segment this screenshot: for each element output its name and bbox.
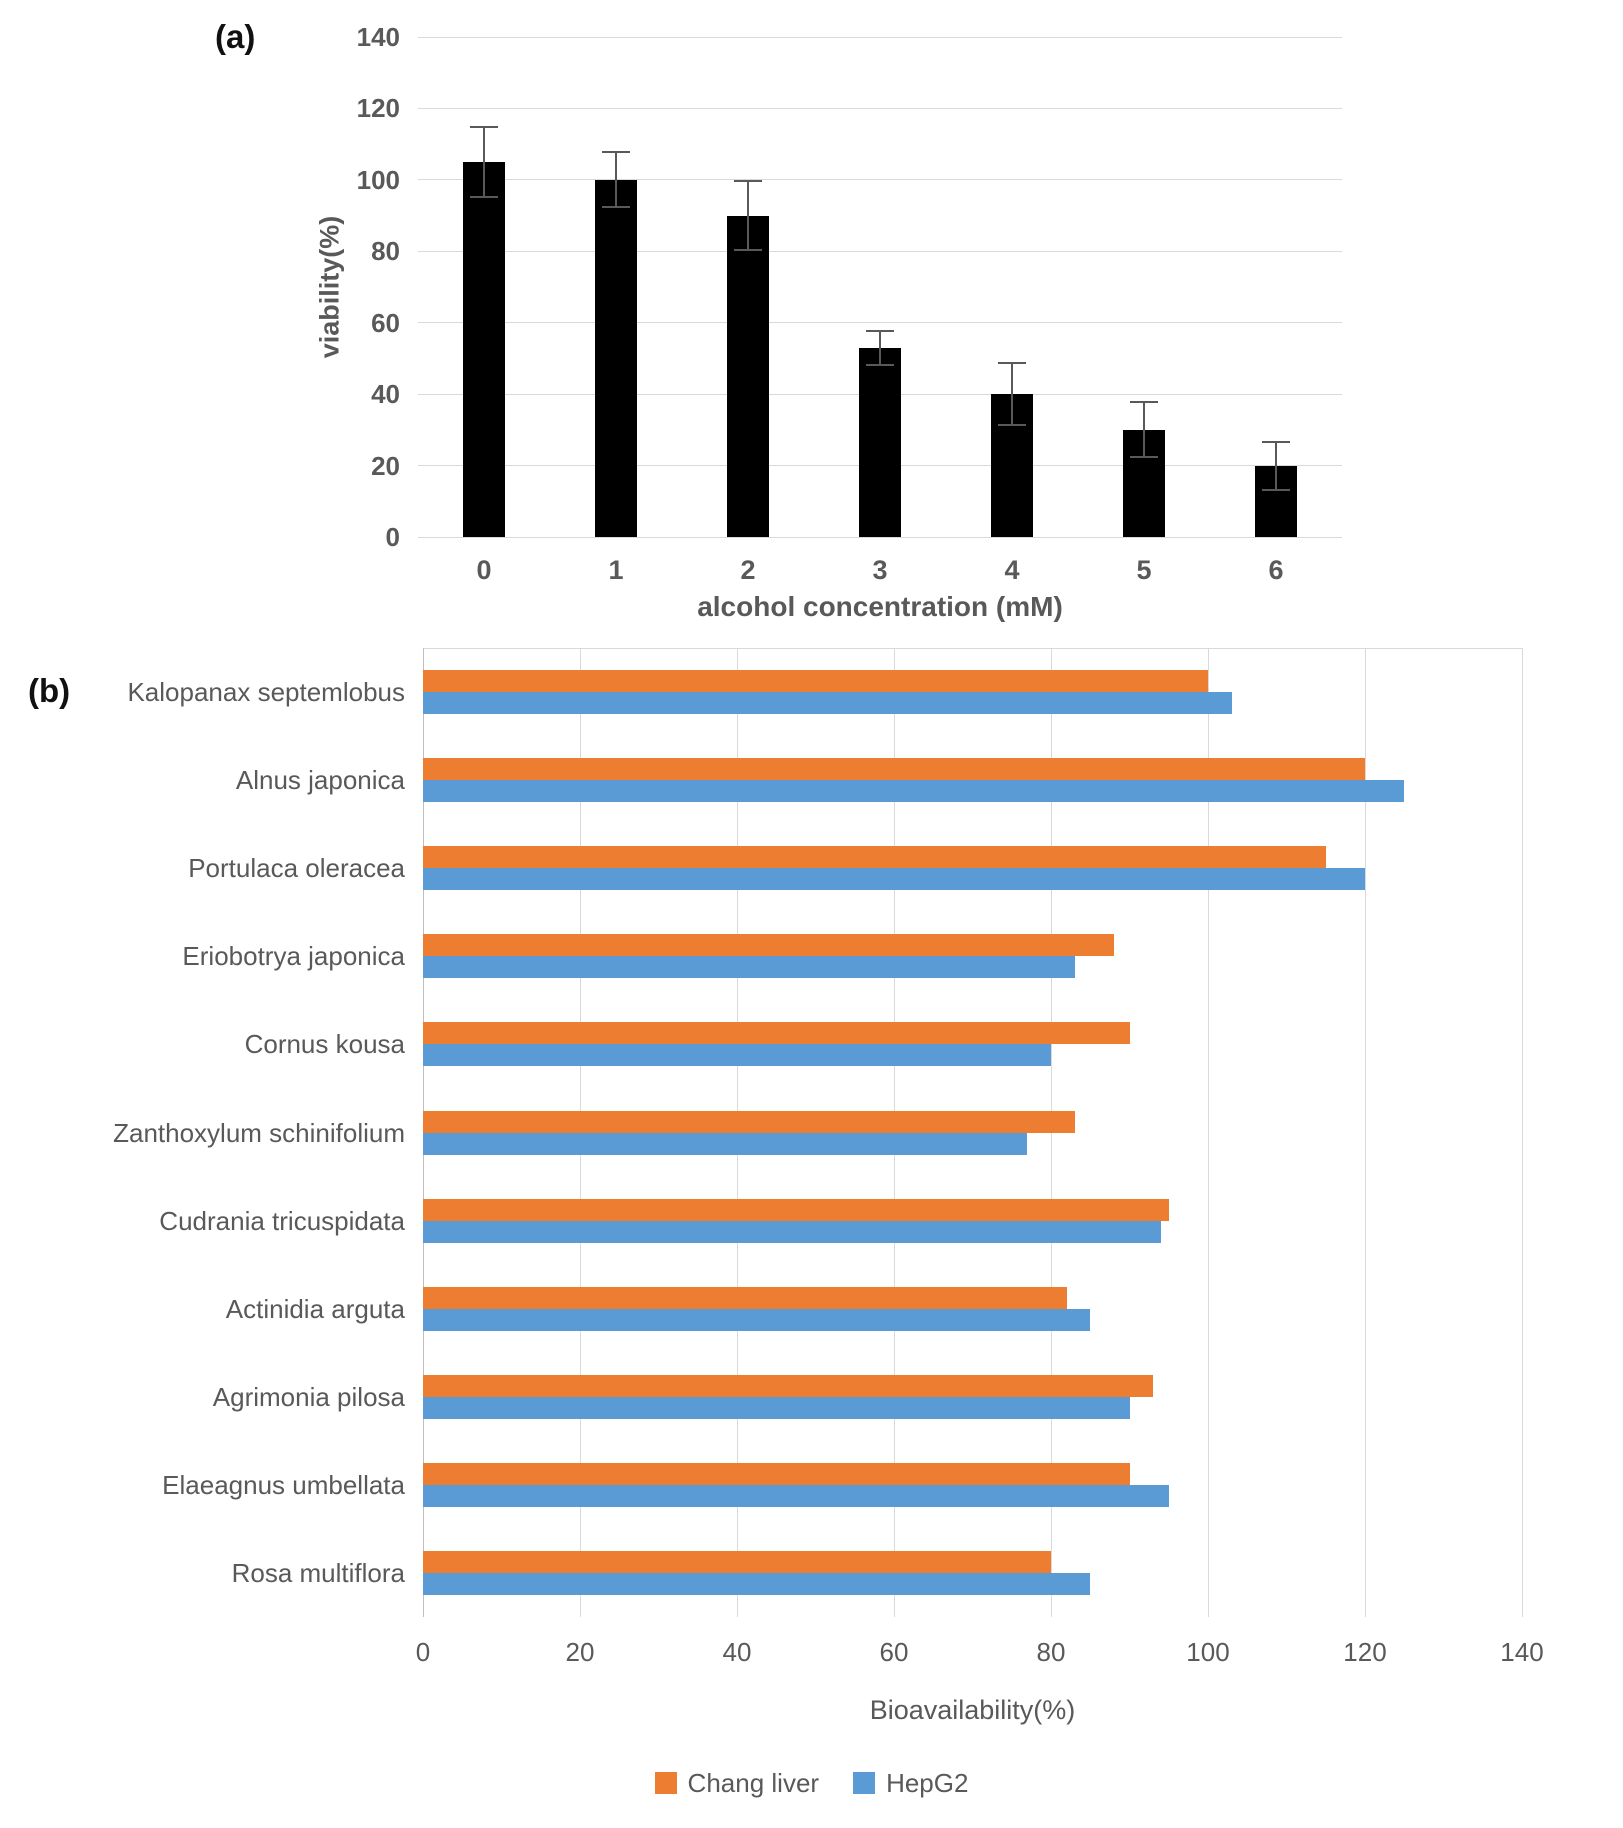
error-bar-4 <box>998 362 1026 426</box>
y-tick-label-80: 80 <box>371 236 400 267</box>
chang-liver-bar-9 <box>423 1463 1130 1485</box>
gridline-x-140 <box>1522 648 1523 1617</box>
category-label: Cudrania tricuspidata <box>159 1205 405 1236</box>
y-tick-label-40: 40 <box>371 379 400 410</box>
chang-liver-bar-0 <box>423 670 1208 692</box>
gridline-y-60 <box>418 322 1342 323</box>
category-label: Kalopanax septemlobus <box>127 677 405 708</box>
gridline-y-80 <box>418 251 1342 252</box>
chang-liver-swatch-icon <box>655 1772 677 1794</box>
category-label: Portulaca oleracea <box>188 853 405 884</box>
chang-liver-bar-3 <box>423 934 1114 956</box>
category-label: Zanthoxylum schinifolium <box>113 1117 405 1148</box>
panel-a-x-axis-title: alcohol concentration (mM) <box>697 591 1063 622</box>
chang-liver-bar-5 <box>423 1111 1075 1133</box>
error-bar-6 <box>1262 441 1290 491</box>
hepg2-swatch-icon <box>853 1772 875 1794</box>
plot-b-top-border <box>423 648 1522 649</box>
hepg2-bar-0 <box>423 692 1232 714</box>
hepg2-bar-1 <box>423 780 1404 802</box>
hepg2-bar-6 <box>423 1221 1161 1243</box>
category-label: Alnus japonica <box>235 765 405 796</box>
category-label: Eriobotrya japonica <box>182 941 405 972</box>
y-tick-label-60: 60 <box>371 307 400 338</box>
category-label: Actinidia arguta <box>225 1293 405 1324</box>
error-bar-1 <box>602 151 630 208</box>
legend-item-hepg2 <box>853 1770 968 1796</box>
y-tick-label-20: 20 <box>371 450 400 481</box>
legend-item-chang-liver <box>655 1770 820 1796</box>
chang-liver-bar-4 <box>423 1022 1130 1044</box>
x-tick-label-1: 1 <box>608 555 624 585</box>
x-tick-label-2: 2 <box>740 555 756 585</box>
x-tick-label-80: 80 <box>1036 1637 1066 1667</box>
legend <box>0 1770 1623 1796</box>
category-label: Agrimonia pilosa <box>212 1381 405 1412</box>
y-tick-label-0: 0 <box>385 522 400 552</box>
x-tick-label-4: 4 <box>1004 555 1020 585</box>
viability-bar-0 <box>463 162 505 537</box>
x-tick-label-120: 120 <box>1343 1637 1387 1667</box>
chang-liver-bar-10 <box>423 1551 1051 1573</box>
x-tick-label-60: 60 <box>879 1637 909 1667</box>
viability-bar-3 <box>859 348 901 537</box>
hepg2-bar-2 <box>423 868 1365 890</box>
chang-liver-bar-2 <box>423 846 1326 868</box>
hepg2-bar-9 <box>423 1485 1169 1507</box>
error-bar-5 <box>1130 401 1158 458</box>
hepg2-bar-10 <box>423 1573 1090 1595</box>
viability-bar-2 <box>727 216 769 537</box>
hepg2-bar-4 <box>423 1044 1051 1066</box>
x-tick-label-140: 140 <box>1500 1637 1544 1667</box>
x-tick-label-0: 0 <box>415 1637 431 1667</box>
gridline-y-140 <box>418 37 1342 38</box>
gridline-y-120 <box>418 108 1342 109</box>
y-tick-label-140: 140 <box>356 22 400 52</box>
panel-b-label: (b) <box>28 672 71 709</box>
x-tick-label-5: 5 <box>1136 555 1152 585</box>
x-tick-label-20: 20 <box>565 1637 595 1667</box>
hepg2-bar-3 <box>423 956 1075 978</box>
gridline-y-100 <box>418 179 1342 180</box>
hepg2-legend-label: HepG2 <box>886 1768 969 1798</box>
x-tick-label-40: 40 <box>722 1637 752 1667</box>
chang-liver-bar-8 <box>423 1375 1153 1397</box>
panel-a-y-axis-title: viability(%) <box>314 215 345 359</box>
chang-liver-legend-label: Chang liver <box>687 1768 820 1798</box>
category-label: Elaeagnus umbellata <box>162 1469 405 1500</box>
y-tick-label-100: 100 <box>356 164 400 195</box>
x-tick-label-3: 3 <box>872 555 888 585</box>
category-label: Rosa multiflora <box>231 1557 405 1588</box>
y-tick-label-120: 120 <box>356 93 400 124</box>
x-tick-label-0: 0 <box>476 555 492 585</box>
chang-liver-bar-7 <box>423 1287 1067 1309</box>
x-tick-label-100: 100 <box>1186 1637 1230 1667</box>
chang-liver-bar-6 <box>423 1199 1169 1221</box>
error-bar-0 <box>470 126 498 197</box>
panel-b-x-axis-title: Bioavailability(%) <box>869 1695 1076 1725</box>
hepg2-bar-5 <box>423 1133 1027 1155</box>
chang-liver-bar-1 <box>423 758 1365 780</box>
panel-a-label: (a) <box>215 18 256 55</box>
hepg2-bar-7 <box>423 1309 1090 1331</box>
x-tick-label-6: 6 <box>1268 555 1284 585</box>
category-label: Cornus kousa <box>244 1029 405 1060</box>
hepg2-bar-8 <box>423 1397 1130 1419</box>
viability-bar-1 <box>595 180 637 537</box>
error-bar-3 <box>866 330 894 366</box>
error-bar-2 <box>734 180 762 251</box>
